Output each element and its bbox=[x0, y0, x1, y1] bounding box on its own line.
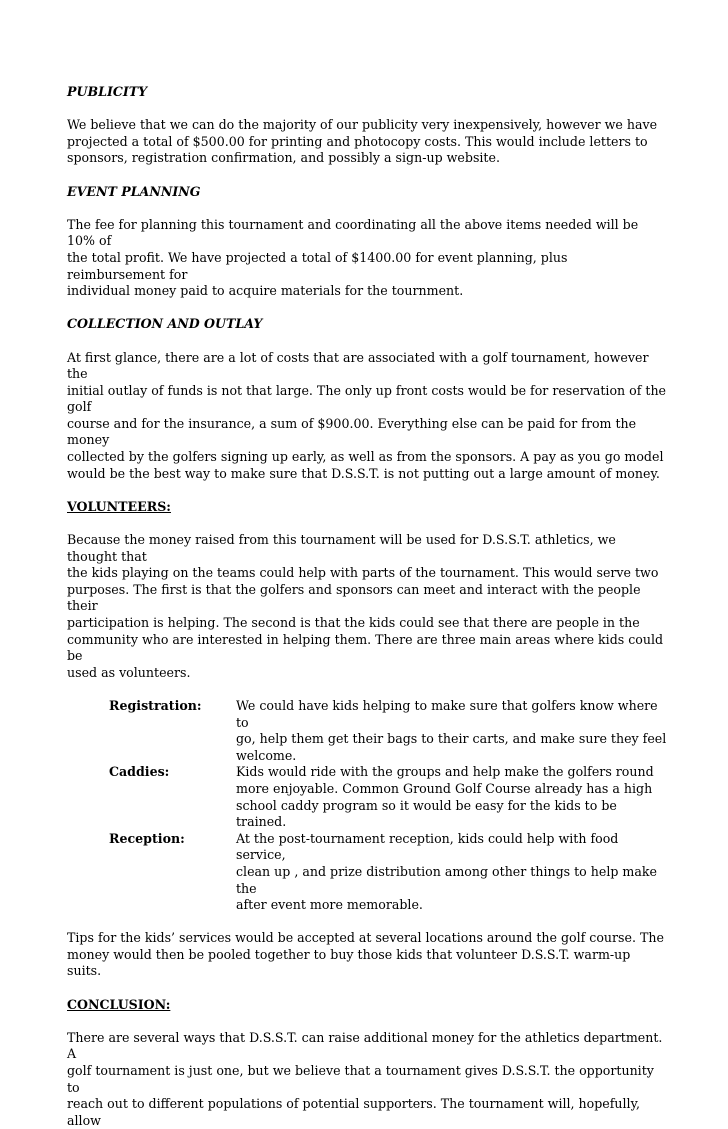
heading-collection-outlay: COLLECTION AND OUTLAY bbox=[67, 316, 263, 332]
role-registration bbox=[109, 698, 667, 764]
paragraph-conclusion bbox=[67, 1030, 667, 1129]
paragraph-volunteers bbox=[67, 532, 667, 681]
text-line: We could have kids helping to make sure that golfers know where to bbox=[236, 697, 658, 730]
paragraph-collection bbox=[67, 350, 667, 483]
text-line: golf tournament is just one, but we believe that a tournament gives D.S.S.T. the opportunity to bbox=[67, 1063, 654, 1095]
role-label: Registration: bbox=[109, 697, 202, 713]
text-line: At the post-tournament reception, kids could help with food service, bbox=[236, 830, 619, 863]
text-line: Because the money raised from this tournament will be used for D.S.S.T. athletics, we thought that bbox=[67, 532, 616, 564]
spacer bbox=[67, 167, 667, 184]
document-page bbox=[67, 84, 667, 1129]
heading-publicity: PUBLICITY bbox=[67, 84, 148, 99]
text-line: There are several ways that D.S.S.T. can raise additional money for the athletics department. A bbox=[67, 1029, 663, 1062]
text-line: school caddy program so it would be easy for the kids to be trained. bbox=[236, 797, 617, 830]
text-line: the total profit. We have projected a total of $1400.00 for event planning, plus reimbursement for bbox=[67, 249, 568, 282]
text-line: after event more memorable. bbox=[236, 897, 423, 913]
text-line: clean up , and prize distribution among other things to help make the bbox=[236, 863, 657, 896]
role-description bbox=[236, 831, 667, 914]
text-line: would be the best way to make sure that D.S.S.T. is not putting out a large amount of money. bbox=[67, 465, 660, 481]
spacer bbox=[67, 914, 667, 931]
text-line: initial outlay of funds is not that large. The only up front costs would be for reservation of the golf bbox=[67, 382, 667, 415]
spacer bbox=[67, 515, 667, 532]
text-line: Kids would ride with the groups and help make the golfers round bbox=[236, 764, 654, 780]
text-line: more enjoyable. Common Ground Golf Course already has a high bbox=[236, 780, 653, 796]
text-line: collected by the golfers signing up early, as well as from the sponsors. A pay as you go model bbox=[67, 449, 664, 465]
text-line: the kids playing on the teams could help with parts of the tournament. This would serve two bbox=[67, 565, 659, 581]
text-line: Tips for the kids’ services would be accepted at several locations around the golf course. The bbox=[67, 930, 664, 946]
role-caddies bbox=[109, 764, 667, 830]
text-line: purposes. The first is that the golfers and sponsors can meet and interact with the people their bbox=[67, 581, 641, 614]
text-line: used as volunteers. bbox=[67, 664, 191, 680]
role-label: Caddies: bbox=[109, 764, 170, 780]
text-line: The fee for planning this tournament and coordinating all the above items needed will be 10% of bbox=[67, 216, 639, 249]
text-line: sponsors, registration confirmation, and possibly a sign-up website. bbox=[67, 150, 500, 166]
text-line: go, help them get their bags to their carts, and make sure they feel bbox=[236, 731, 667, 747]
spacer bbox=[67, 980, 667, 997]
spacer bbox=[67, 333, 667, 350]
spacer bbox=[67, 681, 667, 698]
spacer bbox=[67, 482, 667, 499]
role-label: Reception: bbox=[109, 830, 185, 846]
paragraph-tips bbox=[67, 930, 667, 980]
text-line: At first glance, there are a lot of costs that are associated with a golf tournament, however the bbox=[67, 349, 649, 382]
spacer bbox=[67, 300, 667, 317]
heading-conclusion: CONCLUSION: bbox=[67, 996, 171, 1012]
text-line: welcome. bbox=[236, 747, 297, 763]
role-description bbox=[236, 698, 667, 764]
role-reception bbox=[109, 831, 667, 914]
heading-event-planning: EVENT PLANNING bbox=[67, 183, 201, 199]
heading-volunteers: VOLUNTEERS: bbox=[67, 498, 171, 514]
paragraph-event-planning bbox=[67, 217, 667, 300]
paragraph-publicity bbox=[67, 117, 667, 167]
text-line: individual money paid to acquire materials for the tournment. bbox=[67, 283, 464, 299]
spacer bbox=[67, 200, 667, 217]
text-line: money would then be pooled together to buy those kids that volunteer D.S.S.T. warm-up suits. bbox=[67, 946, 631, 979]
spacer bbox=[67, 1013, 667, 1030]
role-description bbox=[236, 764, 667, 830]
spacer bbox=[67, 101, 667, 118]
text-line: projected a total of $500.00 for printing and photocopy costs. This would include letters to bbox=[67, 133, 648, 149]
text-line: We believe that we can do the majority of our publicity very inexpensively, however we have bbox=[67, 117, 658, 133]
text-line: community who are interested in helping them. There are three main areas where kids could be bbox=[67, 631, 664, 664]
text-line: reach out to different populations of potential supporters. The tournament will, hopefully, allow bbox=[67, 1096, 641, 1128]
text-line: course and for the insurance, a sum of $900.00. Everything else can be paid for from the money bbox=[67, 415, 637, 448]
text-line: participation is helping. The second is that the kids could see that there are people in the bbox=[67, 615, 640, 630]
volunteer-roles bbox=[109, 698, 667, 914]
